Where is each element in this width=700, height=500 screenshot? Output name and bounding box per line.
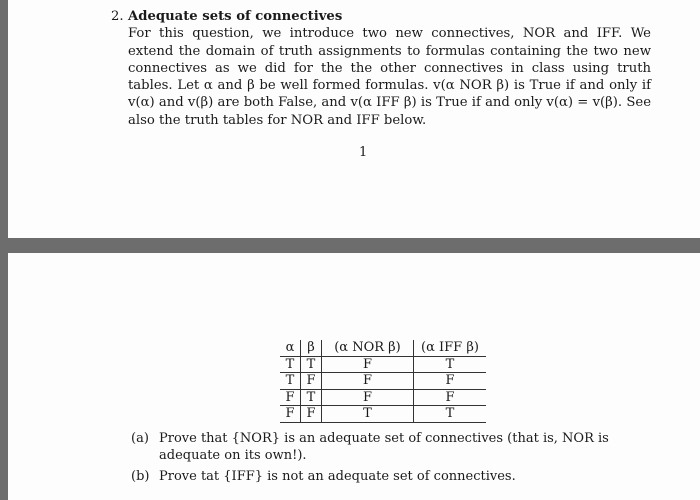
table-cell: T (414, 356, 487, 373)
part-b-label: (b) (131, 469, 150, 484)
table-row (280, 356, 486, 373)
part-a-label: (a) (131, 431, 149, 446)
table-cell: F (301, 373, 322, 390)
page-1 (8, 0, 700, 238)
header-beta: β (301, 340, 322, 356)
part-b-text: Prove tat {IFF} is not an adequate set of connectives. (159, 469, 516, 484)
page-2 (8, 253, 700, 500)
table-cell: F (280, 406, 301, 423)
table-cell: T (280, 373, 301, 390)
table-cell: F (322, 389, 414, 406)
table-cell: T (280, 356, 301, 373)
question-parts (131, 431, 651, 491)
problem-number: 2. (111, 9, 124, 24)
table-row (280, 373, 486, 390)
part-a (131, 431, 651, 464)
table-cell: T (322, 406, 414, 423)
table-cell: F (280, 389, 301, 406)
table-cell: F (322, 356, 414, 373)
table-row (280, 389, 486, 406)
page-number: 1 (359, 145, 368, 160)
table-cell: F (414, 373, 487, 390)
truth-table (280, 340, 486, 423)
table-cell: F (414, 389, 487, 406)
table-cell: F (322, 373, 414, 390)
problem-2 (111, 8, 651, 129)
table-cell: F (301, 406, 322, 423)
header-nor: (α NOR β) (322, 340, 414, 356)
table-row (280, 406, 486, 423)
table-cell: T (414, 406, 487, 423)
header-iff: (α IFF β) (414, 340, 487, 356)
table-header-row (280, 340, 486, 356)
problem-body: For this question, we introduce two new connectives, NOR and IFF. We extend the domain of truth assignments to formulas containing the two new connectives as we did for the the other connectives in class using truth tables. Let α and β be well formed formulas. v(α NOR β) is True if and only if v(α) and v(β) are both False, and v(α IFF β) is True if and only v(α) = v(β). See also the truth tables for NOR and IFF below. (128, 26, 651, 128)
part-b (131, 469, 651, 486)
table-cell: T (301, 356, 322, 373)
problem-title: Adequate sets of connectives (128, 9, 343, 24)
part-a-text: Prove that {NOR} is an adequate set of connectives (that is, NOR is adequate on its own!). (159, 431, 609, 463)
header-alpha: α (280, 340, 301, 356)
table-cell: T (301, 389, 322, 406)
